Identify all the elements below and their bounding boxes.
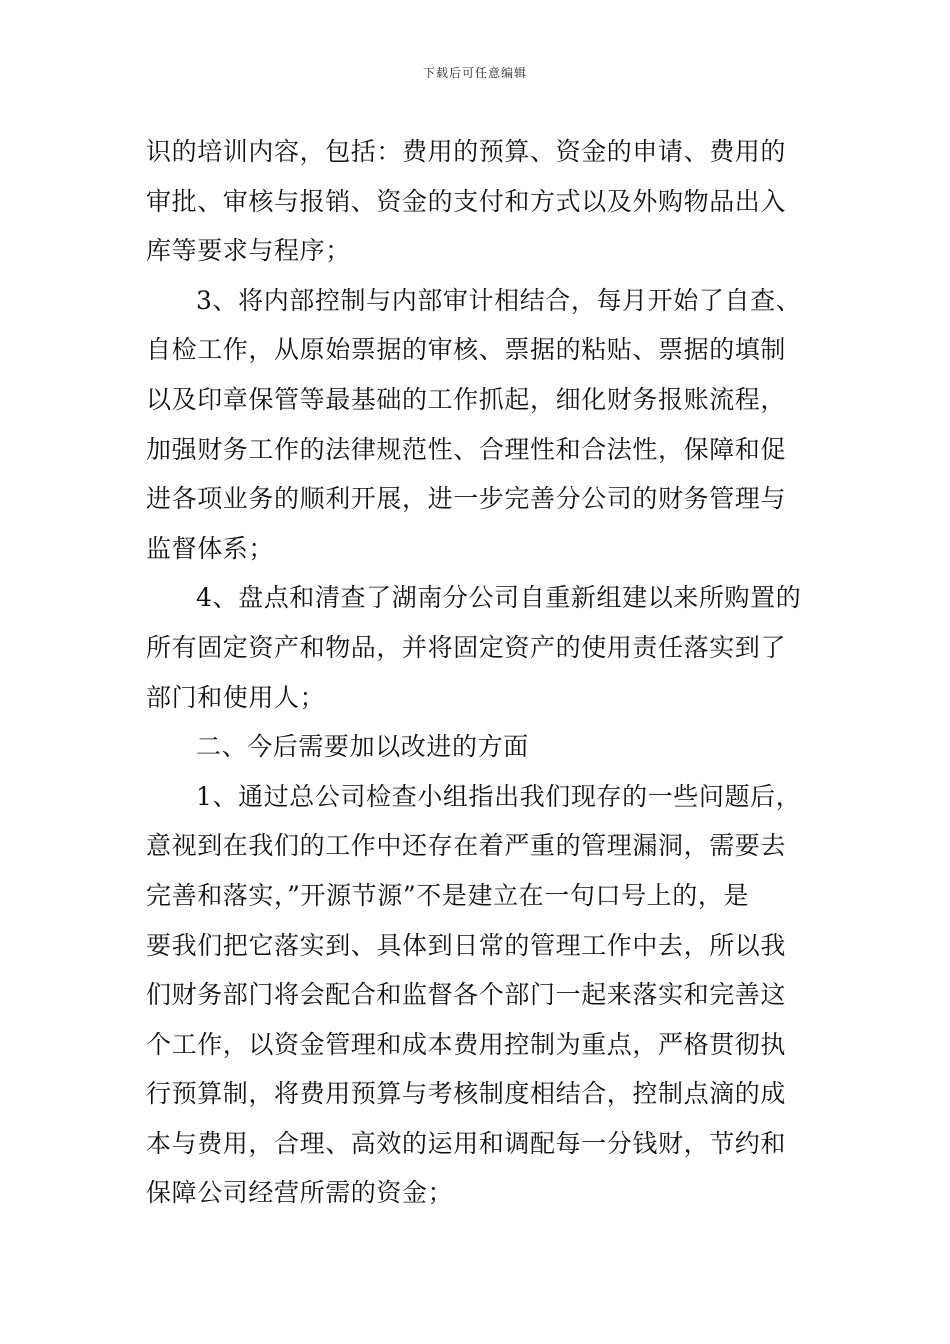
text-line: 监督体系； xyxy=(146,533,275,563)
section-heading: 二、今后需要加以改进的方面 xyxy=(196,732,529,762)
text-line: 审批、审核与报销、资金的支付和方式以及外购物品出入 xyxy=(146,186,787,216)
paragraph-1-start: 1、通过总公司检查小组指出我们现存的一些问题后， xyxy=(196,781,802,811)
text-line: 识的培训内容，包括：费用的预算、资金的申请、费用的 xyxy=(146,137,787,166)
text-line: 行预算制，将费用预算与考核制度相结合，控制点滴的成 xyxy=(146,1079,787,1109)
text-line: 个工作，以资金管理和成本费用控制为重点，严格贯彻执 xyxy=(146,1029,787,1059)
text-line: 完善和落实，”开源节源”不是建立在一句口号上的，是 xyxy=(146,880,750,910)
text-line: 本与费用，合理、高效的运用和调配每一分钱财，节约和 xyxy=(146,1128,787,1158)
text-line: 以及印章保管等最基础的工作抓起，细化财务报账流程， xyxy=(146,384,787,414)
text-line: 所有固定资产和物品，并将固定资产的使用责任落实到了 xyxy=(146,632,787,662)
text-line: 库等要求与程序； xyxy=(146,236,351,266)
text-line: 部门和使用人； xyxy=(146,682,326,712)
text-line: 保障公司经营所需的资金； xyxy=(146,1178,454,1208)
text-line: 意视到在我们的工作中还存在着严重的管理漏洞，需要去 xyxy=(146,831,787,861)
text-line: 进各项业务的顺利开展，进一步完善分公司的财务管理与 xyxy=(146,484,787,514)
text-line: 自检工作，从原始票据的审核、票据的粘贴、票据的填制 xyxy=(146,335,787,365)
text-line: 要我们把它落实到、具体到日常的管理工作中去，所以我 xyxy=(146,930,787,960)
document-body xyxy=(146,127,806,1218)
text-line: 加强财务工作的法律规范性、合理性和合法性，保障和促 xyxy=(146,434,787,464)
text-line: 们财务部门将会配合和监督各个部门一起来落实和完善这 xyxy=(146,980,787,1010)
paragraph-3-start: 3、将内部控制与内部审计相结合，每月开始了自查、 xyxy=(196,285,802,315)
page-header: 下载后可任意编辑 xyxy=(422,66,527,80)
paragraph-4-start: 4、盘点和清查了湖南分公司自重新组建以来所购置的 xyxy=(196,583,802,613)
